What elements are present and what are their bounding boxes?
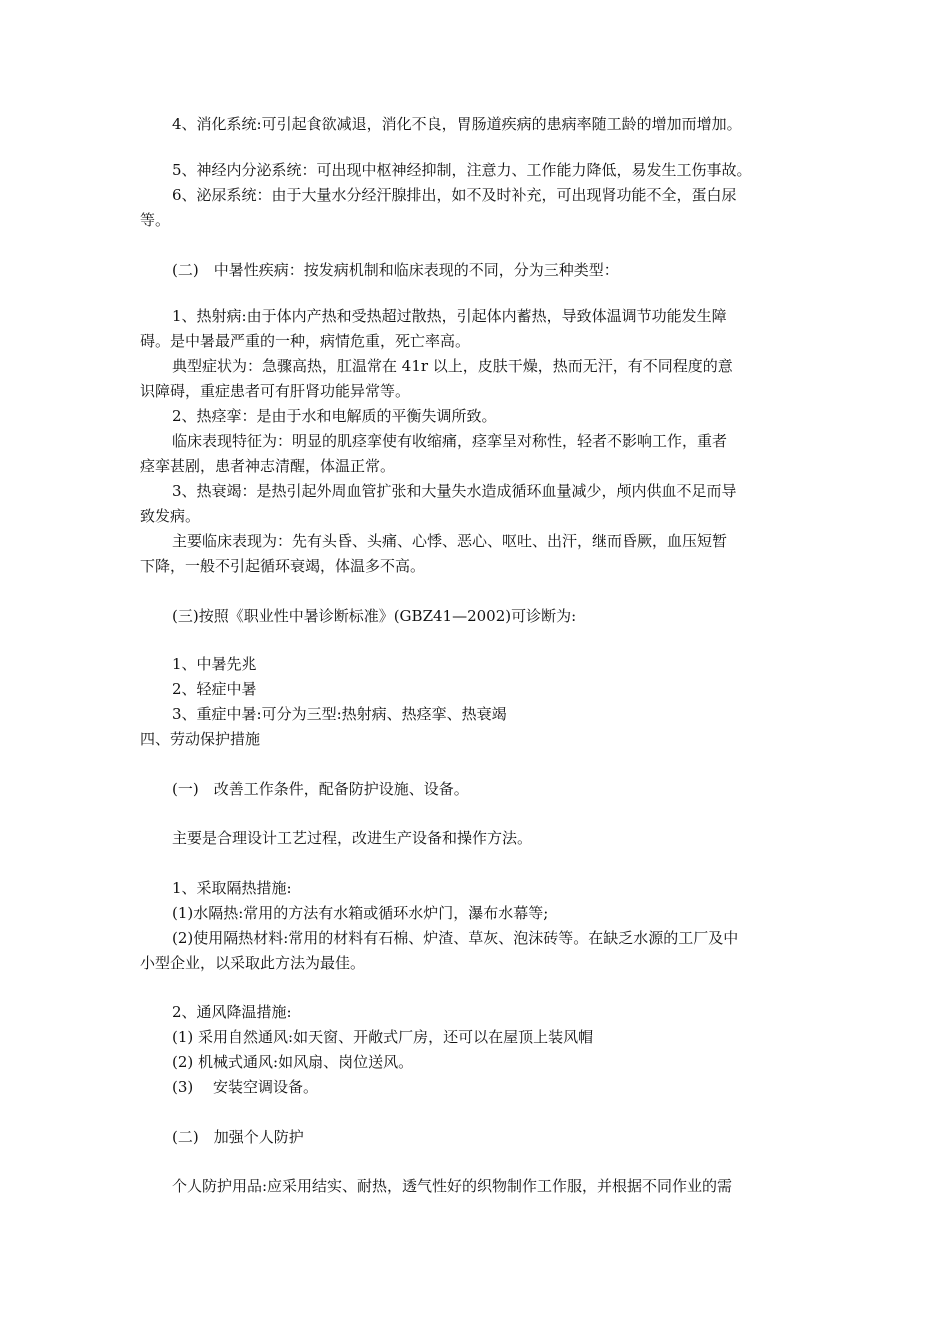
list-item: (2)使用隔热材料:常用的材料有石棉、炉渣、草灰、泡沫砖等。在缺乏水源的工厂及中 xyxy=(172,929,739,947)
text-line: 主要临床表现为：先有头昏、头痛、心悸、恶心、呕吐、出汗，继而昏厥，血压短暂 xyxy=(172,532,728,550)
list-item: 1、中暑先兆 xyxy=(172,655,257,673)
text-line: 碍。是中暑最严重的一种，病情危重，死亡率高。 xyxy=(140,332,471,350)
text-line: 2、热痉挛：是由于水和电解质的平衡失调所致。 xyxy=(172,407,497,425)
section-heading: (三)按照《职业性中暑诊断标准》(GBZ41—2002)可诊断为: xyxy=(172,607,577,625)
text-line: 3、热衰竭：是热引起外周血管扩张和大量失水造成循环血量减少，颅内供血不足而导 xyxy=(172,482,737,500)
section-heading: (二) 加强个人防护 xyxy=(172,1128,304,1146)
text-line: 4、消化系统:可引起食欲减退，消化不良，胃肠道疾病的患病率随工龄的增加而增加。 xyxy=(172,115,742,133)
list-item: (1)水隔热:常用的方法有水箱或循环水炉门，瀑布水幕等; xyxy=(172,904,549,922)
text-line: 1、热射病:由于体内产热和受热超过散热，引起体内蓄热，导致体温调节功能发生障 xyxy=(172,307,727,325)
subsection-heading: 2、通风降温措施: xyxy=(172,1003,292,1021)
list-item: (2) 机械式通风:如风扇、岗位送风。 xyxy=(172,1053,414,1071)
list-item: 3、重症中暑:可分为三型:热射病、热痉挛、热衰竭 xyxy=(172,705,507,723)
text-line: 痉挛甚剧，患者神志清醒，体温正常。 xyxy=(140,457,396,475)
section-heading: (一) 改善工作条件，配备防护设施、设备。 xyxy=(172,780,469,798)
list-item: 2、轻症中暑 xyxy=(172,680,257,698)
text-line: 等。 xyxy=(140,211,171,229)
text-line: 临床表现特征为：明显的肌痉挛使有收缩痛，痉挛呈对称性，轻者不影响工作，重者 xyxy=(172,432,728,450)
text-line: 小型企业，以采取此方法为最佳。 xyxy=(140,954,366,972)
text-line: 主要是合理设计工艺过程，改进生产设备和操作方法。 xyxy=(172,829,533,847)
section-heading: (二) 中暑性疾病：按发病机制和临床表现的不同，分为三种类型： xyxy=(172,261,619,279)
text-line: 识障碍，重症患者可有肝肾功能异常等。 xyxy=(140,382,411,400)
text-line: 5、神经内分泌系统：可出现中枢神经抑制，注意力、工作能力降低，易发生工伤事故。 xyxy=(172,161,752,179)
text-line: 下降，一般不引起循环衰竭，体温多不高。 xyxy=(140,557,426,575)
subsection-heading: 1、采取隔热措施: xyxy=(172,879,292,897)
text-line: 个人防护用品:应采用结实、耐热，透气性好的织物制作工作服，并根据不同作业的需 xyxy=(172,1177,733,1195)
text-line: 6、泌尿系统：由于大量水分经汗腺排出，如不及时补充，可出现肾功能不全，蛋白尿 xyxy=(172,186,737,204)
text-line: 致发病。 xyxy=(140,507,201,525)
list-item: (1) 采用自然通风:如天窗、开敞式厂房，还可以在屋顶上装风帽 xyxy=(172,1028,594,1046)
chapter-heading: 四、劳动保护措施 xyxy=(140,730,261,748)
text-line: 典型症状为：急骤高热，肛温常在 41r 以上，皮肤干燥，热而无汗，有不同程度的意 xyxy=(172,357,733,375)
list-item: (3) 安装空调设备。 xyxy=(172,1078,319,1096)
